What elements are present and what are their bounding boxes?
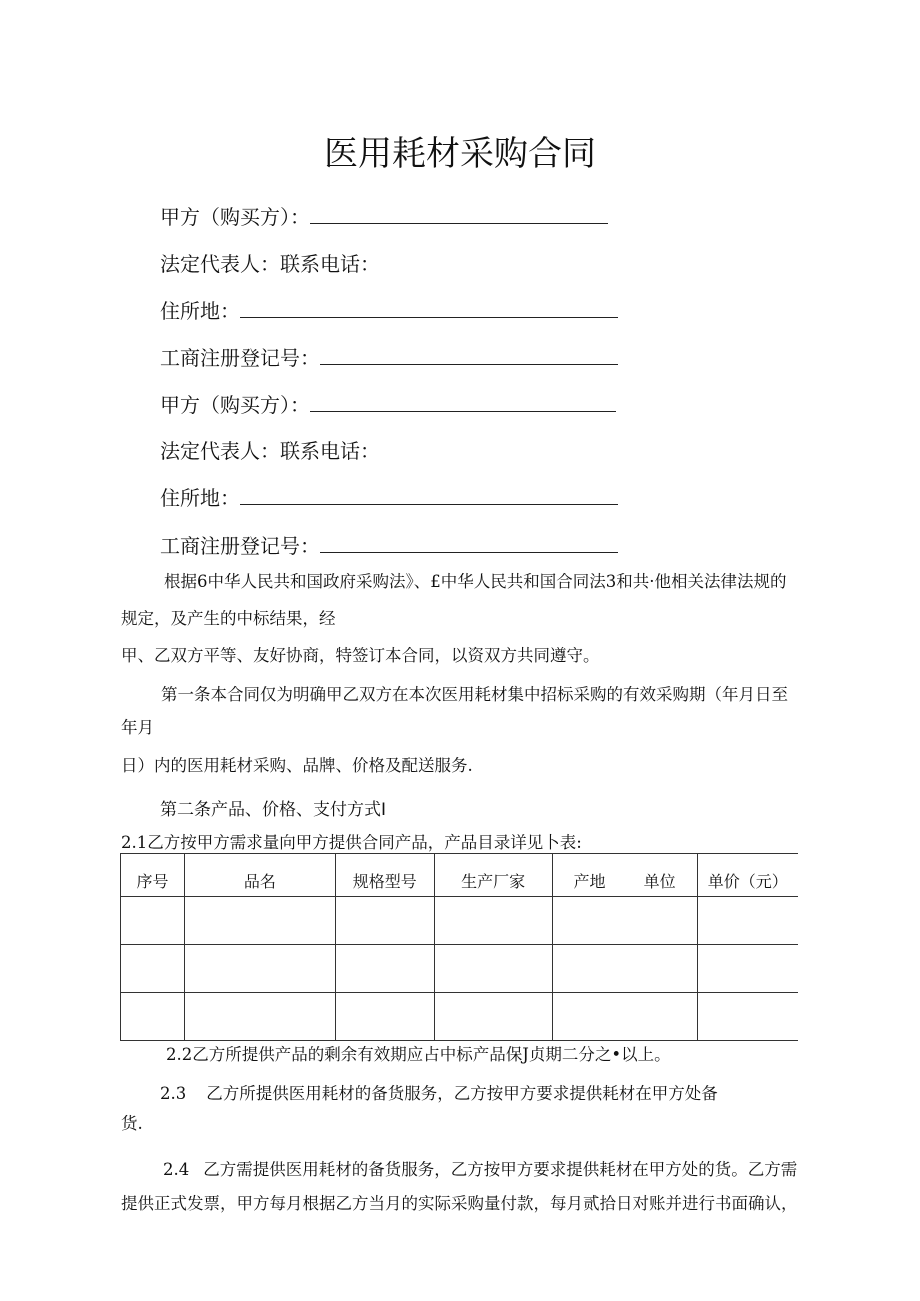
party-label: 工商注册登记号：: [160, 534, 320, 558]
table-header-row: [121, 854, 799, 897]
table-cell: [184, 945, 335, 993]
table-cell: [434, 897, 552, 945]
col-header-unit-price: 单价（元）: [697, 854, 798, 897]
table-cell: [552, 897, 697, 945]
table-cell: [121, 897, 185, 945]
col-header-spec-model: 规格型号: [335, 854, 434, 897]
clause-number: 2.4: [163, 1160, 190, 1179]
table-cell: [552, 993, 697, 1041]
intro-paragraph-line: 甲、乙双方平等、友好协商，特签订本合同，以资双方共同遵守。: [121, 646, 600, 665]
col-header-manufacturer: 生产厂家: [434, 854, 552, 897]
fill-blank: [240, 482, 618, 505]
fill-blank: [320, 342, 618, 365]
document-title: 医用耗材采购合同: [324, 134, 596, 174]
col-header-index: 序号: [121, 854, 185, 897]
party-a-name-line: [160, 201, 630, 231]
table-cell: [121, 993, 185, 1041]
clause-2-4: [163, 1158, 797, 1182]
party-b-registration-line: [160, 530, 630, 560]
table-cell: [121, 945, 185, 993]
party-label: 法定代表人：联系电话：: [160, 439, 380, 463]
table-row: [121, 897, 799, 945]
party-b-rep-line: [160, 436, 630, 466]
clause-text: 乙方所提供医用耗材的备货服务，乙方按甲方要求提供耗材在甲方处备: [206, 1084, 718, 1103]
table-row: [121, 993, 799, 1041]
table-cell: [184, 993, 335, 1041]
col-header-origin: 产地: [573, 872, 606, 891]
table-cell: [434, 945, 552, 993]
table-cell: [335, 993, 434, 1041]
clause-2-4-continuation: 提供正式发票，甲方每月根据乙方当月的实际采购量付款，每月贰拾日对账并进行书面确认，: [121, 1194, 798, 1213]
party-a-registration-line: [160, 342, 630, 372]
fill-blank: [310, 201, 608, 224]
clause-number: 2.3: [160, 1084, 187, 1103]
product-table: [120, 853, 798, 1041]
article-1-line: 第一条本合同仅为明确甲乙双方在本次医用耗材集中招标采购的有效采购期（年月日至: [161, 685, 788, 704]
col-header-unit: 单位: [643, 872, 676, 891]
col-header-origin-unit: [552, 854, 697, 897]
intro-paragraph-line: 规定，及产生的中标结果，经: [121, 609, 336, 628]
table-row: [121, 945, 799, 993]
table-cell: [184, 897, 335, 945]
col-header-product-name: 品名: [184, 854, 335, 897]
table-cell: [434, 993, 552, 1041]
clause-text: 乙方需提供医用耗材的备货服务，乙方按甲方要求提供耗材在甲方处的货。乙方需: [203, 1160, 798, 1179]
party-label: 甲方（购买方）：: [160, 393, 310, 417]
clause-2-2: 2.2乙方所提供产品的剩余有效期应占中标产品保J贞期二分之•以上。: [166, 1045, 671, 1064]
table-cell: [697, 945, 798, 993]
article-1-line: 日）内的医用耗材采购、品牌、价格及配送服务.: [121, 756, 473, 775]
table-cell: [552, 945, 697, 993]
article-1-line: 年月: [121, 718, 154, 737]
party-b-name-line: [160, 389, 630, 419]
party-a-address-line: [160, 295, 630, 325]
fill-blank: [320, 530, 618, 553]
table-cell: [697, 993, 798, 1041]
fill-blank: [240, 295, 618, 318]
table-cell: [335, 897, 434, 945]
clause-2-3: [160, 1082, 718, 1106]
party-b-address-line: [160, 482, 630, 512]
party-a-rep-line: [160, 249, 630, 279]
party-label: 住所地：: [160, 299, 240, 323]
article-2-heading: 第二条产品、价格、支付方式I: [160, 800, 387, 820]
party-label: 住所地：: [160, 486, 240, 510]
intro-paragraph-line: 根据6中华人民共和国政府采购法》、£中华人民共和国合同法3和共·他相关法律法规的: [164, 572, 787, 591]
table-cell: [697, 897, 798, 945]
fill-blank: [310, 389, 616, 412]
party-label: 法定代表人：联系电话：: [160, 252, 380, 276]
clause-2-1: 2.1乙方按甲方需求量向甲方提供合同产品，产品目录详见卜表:: [121, 833, 582, 852]
party-label: 工商注册登记号：: [160, 346, 320, 370]
clause-2-3-continuation: 货.: [121, 1114, 143, 1133]
party-label: 甲方（购买方）：: [160, 205, 310, 229]
table-cell: [335, 945, 434, 993]
